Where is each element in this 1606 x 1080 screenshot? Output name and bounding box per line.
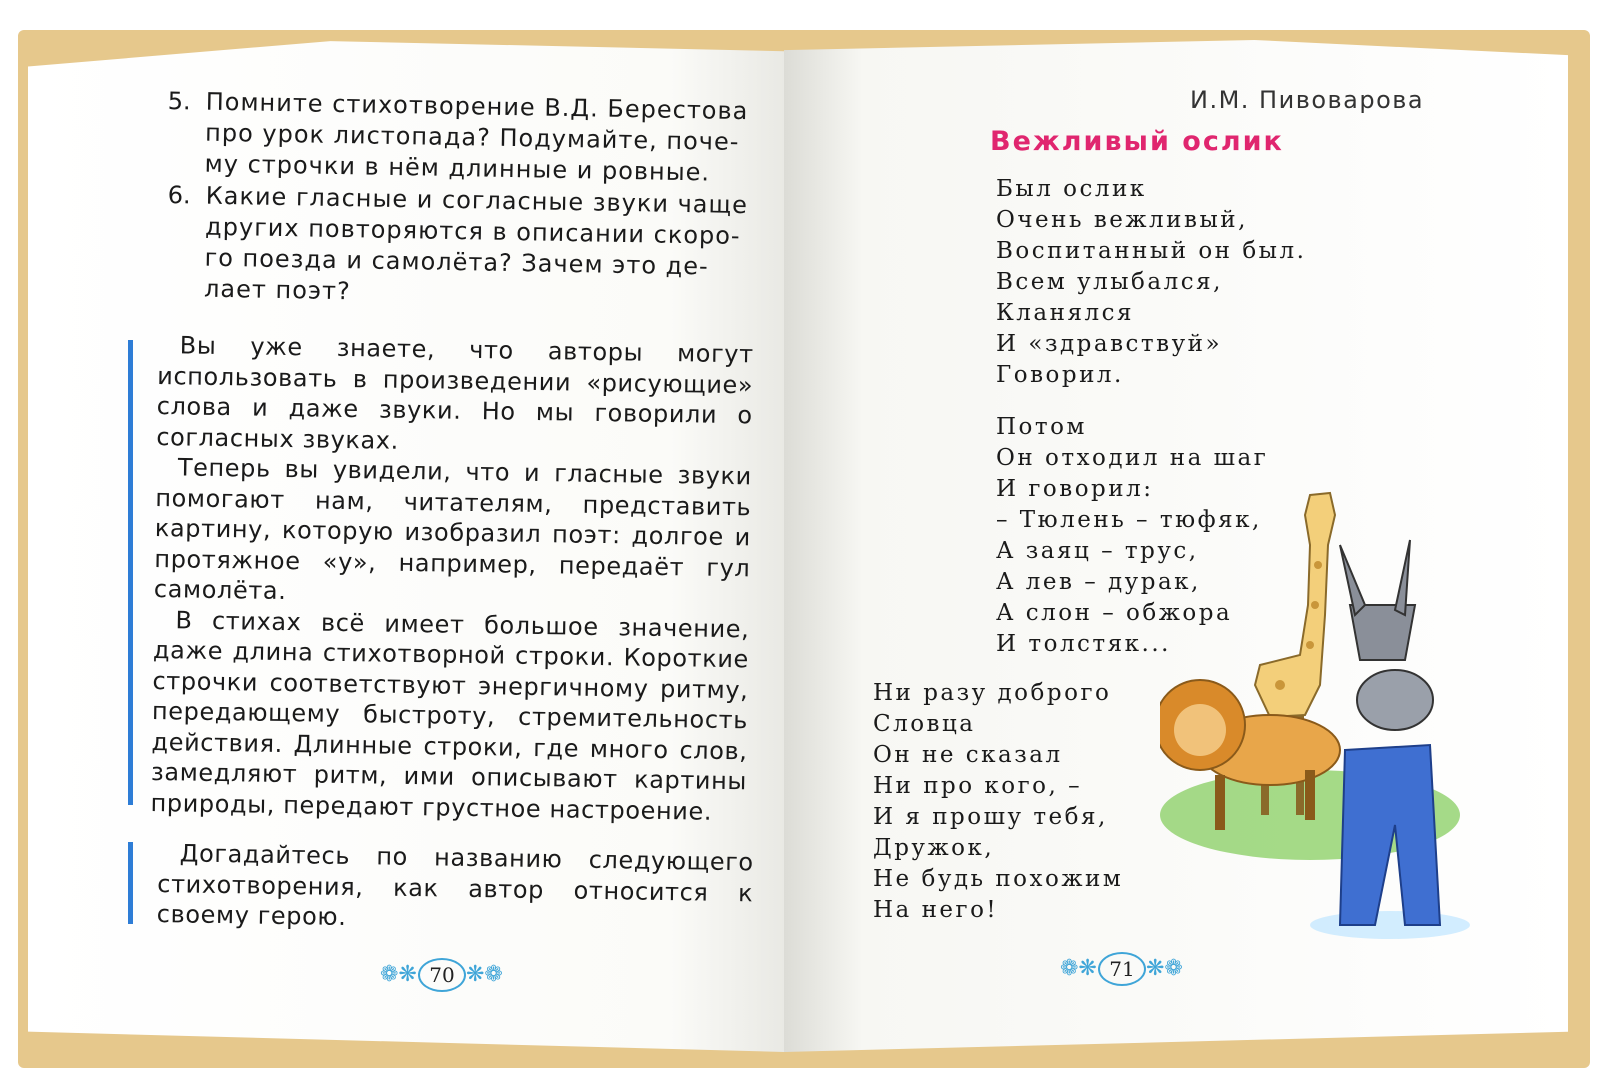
question-text: Какие гласные и согласные звуки чаще других повторяются в описании скоро- го поезда и самолёта? Зачем это де- лает поэт? <box>203 181 749 306</box>
ornament-icon: ❋❁ <box>466 962 503 987</box>
info-bar <box>128 340 133 805</box>
poem-stanza-1: Был ослик Очень вежливый, Воспитанный он был. Всем улыбался, Кланялся И «здравствуй» Говорил. <box>996 176 1307 388</box>
poem-stanza-3: Ни разу доброго Словца Он не сказал Ни про кого, – И я прошу тебя, Дружок, Не будь похожим На него! <box>873 680 1124 923</box>
ornament-icon: ❋❁ <box>1146 956 1183 981</box>
animals-illustration <box>1160 485 1490 955</box>
poem-title: Вежливый ослик <box>990 126 1284 157</box>
poem-stanza-2: Потом Он отходил на шаг И говорил: – Тюлень – тюфяк, А заяц – трус, А лев – дурак, А слон – обжора И толстяк... <box>996 414 1269 657</box>
question-number: 6. <box>167 180 191 210</box>
question-number: 5. <box>167 86 191 116</box>
ornament-icon: ❁❋ <box>380 962 417 987</box>
info-paragraph: В стихах всё имеет большое значение, даже длина стихотворной строки. Короткие строчки соответствуют энергичному ритму, передающему быстроту, стремительность действия. Длинные строки, где много слов, замедляют ритм, ими описывают картины природы, передают грустное настроение. <box>150 605 750 826</box>
donkey-figure <box>1340 540 1440 925</box>
info-block <box>150 330 754 827</box>
task-paragraph: Догадайтесь по названию следующего стихотворения, как автор относится к своему герою. <box>156 839 754 931</box>
info-paragraph: Теперь вы увидели, что и гласные звуки помогают нам, читателям, представить картину, которую изобразил поэт: долгое и протяжное «у», например, передаёт гул самолёта. <box>153 453 752 606</box>
task-block <box>157 838 754 939</box>
poem-author: И.М. Пивоварова <box>1190 86 1425 114</box>
page-number-right <box>1060 952 1183 986</box>
page-number: 71 <box>1098 952 1146 986</box>
task-bar <box>128 842 133 924</box>
info-paragraph: Вы уже знаете, что авторы могут использовать в произведении «рисующие» слова и даже звуки. Но мы говорили о согласных звуках. <box>156 331 754 455</box>
page-number-left <box>380 958 503 992</box>
page-number: 70 <box>418 958 466 992</box>
ornament-icon: ❁❋ <box>1060 956 1097 981</box>
question-text: Помните стихотворение В.Д. Берестова про урок листопада? Подумайте, поче- му строчки в нём длинные и ровные. <box>204 87 749 187</box>
